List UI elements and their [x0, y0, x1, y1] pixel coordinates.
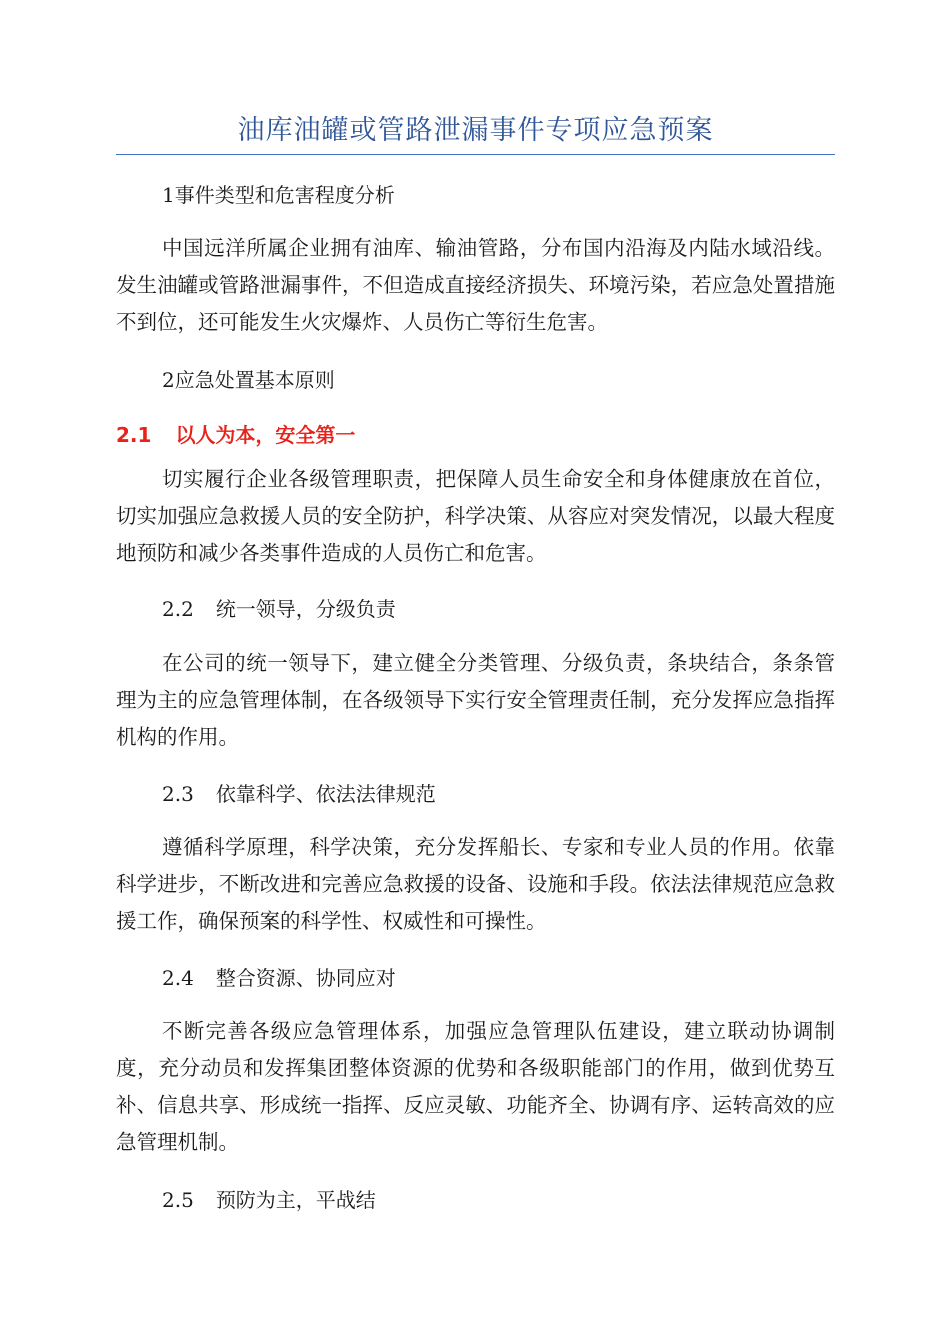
- subsection-title: 预防为主，平战结: [215, 1188, 376, 1212]
- subsection-number: 2.3: [162, 782, 194, 806]
- subsection-number: 2.5: [162, 1188, 194, 1212]
- subsection-heading-2-3: [162, 780, 436, 808]
- document-title: 油库油罐或管路泄漏事件专项应急预案: [237, 115, 714, 146]
- title-underline: [116, 154, 835, 155]
- section-heading-1: [162, 181, 395, 209]
- section-paragraph-1: 中国远洋所属企业拥有油库、输油管路，分布国内沿海及内陆水域沿线。发生油罐或管路泄漏事件，不但造成直接经济损失、环境污染，若应急处置措施不到位，还可能发生火灾爆炸、人员伤亡等衍生危害。: [116, 236, 835, 334]
- subsection-heading-2-5: [162, 1186, 376, 1214]
- subsection-title: 整合资源、协同应对: [215, 966, 396, 990]
- subsection-heading-2-2: [162, 595, 396, 623]
- subsection-paragraph-2-2: 在公司的统一领导下，建立健全分类管理、分级负责，条块结合，条条管理为主的应急管理体制，在各级领导下实行安全管理责任制，充分发挥应急指挥机构的作用。: [116, 651, 835, 749]
- subsection-number: 2.4: [162, 966, 194, 990]
- subsection-number: 2.1: [116, 423, 152, 447]
- section-heading-text: 2应急处置基本原则: [162, 368, 335, 392]
- subsection-number: 2.2: [162, 597, 194, 621]
- section-heading-2: [162, 366, 335, 394]
- subsection-heading-2-1: [116, 421, 355, 449]
- subsection-title: 依靠科学、依法法律规范: [215, 782, 436, 806]
- subsection-paragraph-2-3: 遵循科学原理，科学决策，充分发挥船长、专家和专业人员的作用。依靠科学进步，不断改进和完善应急救援的设备、设施和手段。依法法律规范应急救援工作，确保预案的科学性、权威性和可操性。: [116, 835, 835, 933]
- subsection-title: 以人为本，安全第一: [175, 423, 356, 447]
- section-heading-text: 1事件类型和危害程度分析: [162, 183, 395, 207]
- subsection-title: 统一领导，分级负责: [215, 597, 396, 621]
- subsection-heading-2-4: [162, 964, 396, 992]
- subsection-paragraph-2-1: 切实履行企业各级管理职责，把保障人员生命安全和身体健康放在首位，切实加强应急救援人员的安全防护，科学决策、从容应对突发情况，以最大程度地预防和减少各类事件造成的人员伤亡和危害。: [116, 467, 835, 565]
- subsection-paragraph-2-4: 不断完善各级应急管理体系，加强应急管理队伍建设，建立联动协调制度，充分动员和发挥集团整体资源的优势和各级职能部门的作用，做到优势互补、信息共享、形成统一指挥、反应灵敏、功能齐全、协调有序、运转高效的应急管理机制。: [116, 1019, 835, 1154]
